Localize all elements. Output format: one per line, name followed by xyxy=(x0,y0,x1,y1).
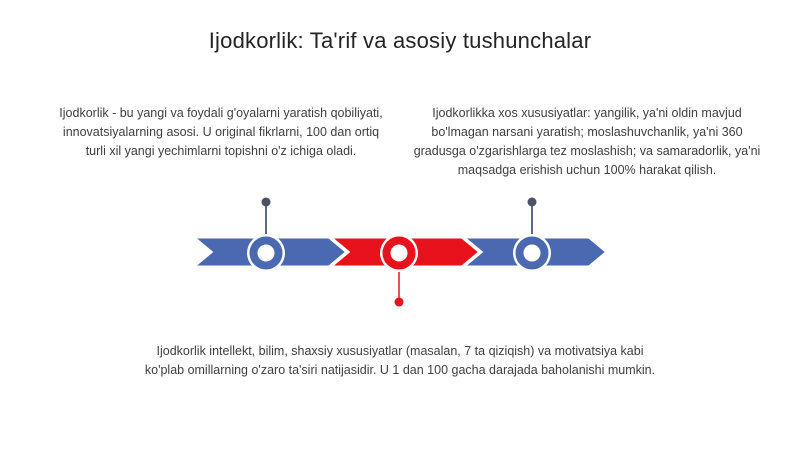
stem-dot-icon-right xyxy=(528,198,537,207)
features-paragraph: Ijodkorlikka xos xususiyatlar: yangilik, ya'ni oldin mavjud bo'lmagan narsani yaratish; moslashuvchanlik, ya'ni 360 gradusga o'zgarishlarga tez moslashish; va samaradorlik, ya'ni maqsadga erishish uchun 100% harakat qilish. xyxy=(413,106,761,177)
stem-dot-icon-left xyxy=(262,198,271,207)
stem-dot-icon-middle xyxy=(395,298,404,307)
definition-paragraph: Ijodkorlik - bu yangi va foydali g'oyalarni yaratish qobiliyati, innovatsiyalarning asosi. U original fikrlarni, 100 dan ortiq turli xil yangi yechimlarni topishni o'z ichiga oladi. xyxy=(59,106,383,158)
ring-marker-icon-left xyxy=(254,241,279,266)
slide-title: Ijodkorlik: Ta'rif va asosiy tushunchalar xyxy=(208,28,592,53)
ring-marker-icon-right xyxy=(520,241,545,266)
ring-marker-icon-middle xyxy=(387,241,412,266)
timeline-graphic xyxy=(150,185,650,320)
factors-paragraph: Ijodkorlik intellekt, bilim, shaxsiy xususiyatlar (masalan, 7 ta qiziqish) va motivatsiya kabi ko'plab omillarning o'zaro ta'siri natijasidir. U 1 dan 100 gacha darajada baholanishi mumkin. xyxy=(144,344,656,377)
